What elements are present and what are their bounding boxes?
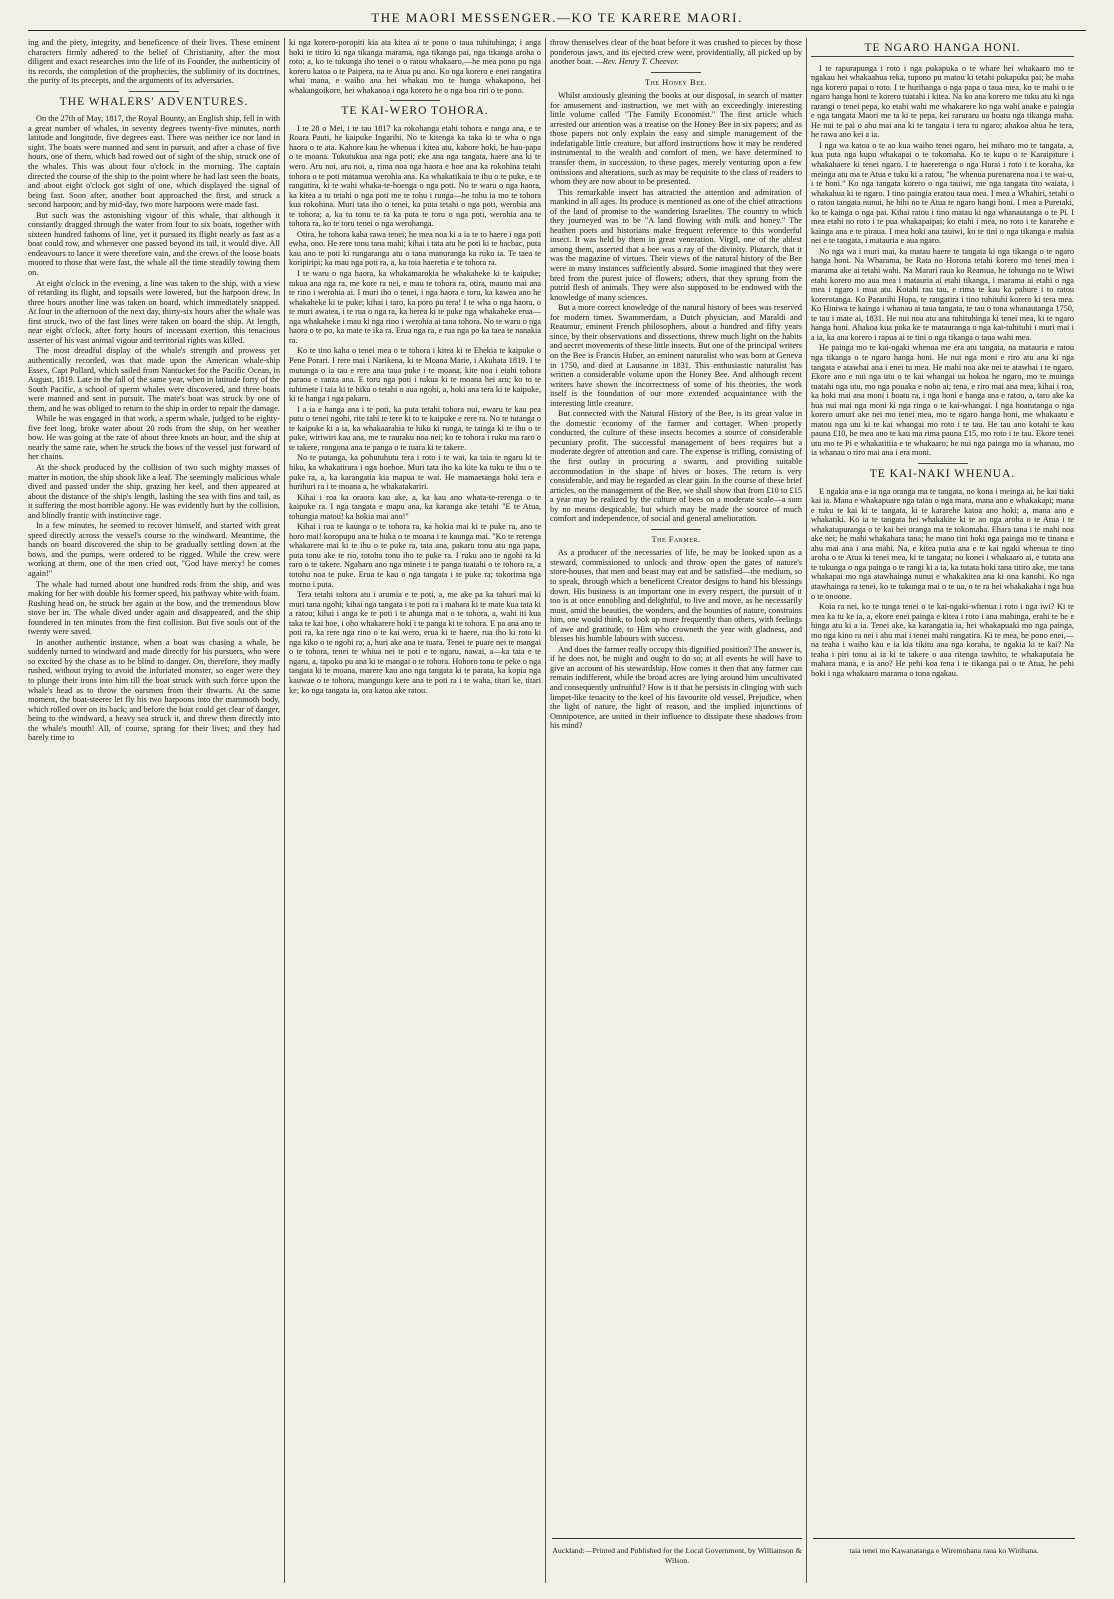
- paragraph: I te waru o nga haora, ka whakamarokia he whakaheke ki te kaipuke; tukua ana nga ra, me kore ra nei, e mau te tohora ra, otira, maunu mai ana te rino i werohia ai. I muri iho o tenei, i nga haora e toru, ka kawea ano he whakaheke ki te puke; kihai i taro, ka poro pu tera! I te wha o nga haora, o te muri awatea, i te rua o nga ra, ka herea ki te puke nga whakaheke erua—nga whakaheke i mau ki nga rino i werohia ai tana tohora. No te waru o nga haora o te po, ka mate te ika ra. Erua nga ra, e rua nga po ka taea te nanakia ra.: [289, 269, 541, 345]
- heading-the-farmer: The Farmer.: [651, 533, 701, 544]
- paragraph: This remarkable insect has attracted the attention and admiration of mankind in all ages. Its produce is mentioned as one of the chief attractions of the land of promise to the wandering Israelites. The country to which they journeyed was to be "A land flowing with milk and honey." The heathen poets and historians make frequent reference to this wonderful insect. It was held by them in great veneration. Virgil, one of the ablest among them, asserted that a bee was a ray of the divinity. Plutarch, that it was the magazine of virtues. Their views of the natural history of the Bee were in many instances sufficiently absurd. Some imagined that they were bred from the purest juice of flowers; others, that they sprung from the putrid flesh of animals. They were also supposed to be endowed with the knowledge of many sciences.: [550, 187, 802, 302]
- paragraph: The most dreadful display of the whale's strength and prowess yet authentically recorded, was that made upon the American whale-ship Essex, Capt Pollard, which sailed from Nantucket for the Pacific Ocean, in August, 1819. Late in the fall of the same year, when in latitude forty of the South Pacific, a school of sperm whales were discovered, and three boats were manned and sent in pursuit. The mate's boat was struck by one of them, and he was obliged to return to the ship in order to repair the damage.: [28, 346, 280, 413]
- paragraph: At the shock produced by the collision of two such mighty masses of matter in motion, the ship shook like a leaf. The seemingly malicious whale dived and passed under the ship, grazing her keel, and then appeared at about the distance of the ship's length, lashing the sea with fins and tail, as it suffering the most horrible agony. He was evidently hurt by the collision, and blindly frantic with instinctive rage.: [28, 462, 280, 520]
- paragraph: On the 27th of May, 1817, the Royal Bounty, an English ship, fell in with a great number of whales, in seventy degrees twenty-five minutes, north latitude and longitude, five degrees east. There was neither ice nor land in sight. The boats were manned and sent in pursuit, and after a chase of five hours, one of them, which had rowed out of sight of the ship, struck one of the whales. This was about four o'clock in the morning. The captain directed the course of the ship to the point where he had last seen the boats, and about eight o'clock got sight of one, which displayed the signal of being fast. Soon after, another boat approached the first, and struck a second harpoon; and by mid-day, two more harpoons were made fast.: [28, 114, 280, 210]
- paragraph: Whilst anxiously gleaning the books at our disposal, in search of matter for amusement and instruction, we met with an exceedingly interesting little volume called "The Family Economist." The first article which arrested our attention was a treatise on the Honey Bee in six papers; and as those papers not only explain the easy and simple management of the indefatigable little creature, but afford instructions how it may be rendered instrumental to the wealth and comfort of men, we have determined to transfer them, in succession, to these pages, merely venturing upon a few omissions and alterations, such as may be requisite to the class of readers to whom they are now about to be presented.: [550, 91, 802, 187]
- separator: [390, 100, 440, 101]
- imprint-english: Auckland:—Printed and Published for the Local Government, by Williamson & Wilson.: [552, 1546, 802, 1565]
- imprint-maori: taia tenei mo Kawanatanga e Wiremuhana raua ko Wirihana.: [849, 1546, 1039, 1555]
- paragraph: While he was engaged in that work, a sperm whale, judged to be eighty-five feet long, broke water about 20 rods from the ship, on her weather bow. He was going at the rate of about three knots an hour, and the ship at nearly the same rate, when he struck the bows of the vessel just forward of her chains.: [28, 414, 280, 462]
- paragraph: I nga wa katoa o te ao kua waiho tenei ngaro, hei miharo mo te tangata, a, kua puta nga kupu whakapai o te tokomaha. Ko te kupu o te Karaipiture i whakahaere ki tenei ngaro. I te haererenga o nga Hurai i roto i te koraha, ka meinga atu ma te Atua e tuku ki a ratou, "he whenua purenarena noa i te wai-u, i te honi." Ko nga tangata korero o nga tauiwi, me nga tangata tito waiata, i whakahua ki te ngaro. I tino paingia eratou taua mea. I mea a Whahiri, tetahi o o ratou tangata nunui, he hihi no te Atua te ngaro hangi honi. I mea a Puretaki, ko te kainga o nga pai. Kihai ratou i tino matau ki nga whanautanga o te Pi. I mea etahi no roto i te pua whakapaipai; ko etahi i mea, no roto i te kararehe e kainga ana e te piraua. I mea hoki ana tauiwi, ko te tini o nga tikanga e mahia nei e te tangata, i matauria e aua ngaro.: [811, 140, 1074, 246]
- paragraph: No te putanga, ka pohutuhutu tera i roto i te wai, ka taia te ngaru ki te hiku, ka whakatirara i nga hoehoe. Muri tata iho ka kite ka tuku te ihu o te puke ra, a, ka karangatia kia mapua te wai. He mamaetanga hoki tera e hurihuri ra i te moana a, he whakatakariri.: [289, 453, 541, 492]
- paragraph: Koia ra nei, ko te tunga tenei o te kai-ngaki-whenua i roto i nga iwi? Ki te mea ka tu ke ia, a, ekore enei painga e kitea i roto i ana mahinga, erahi te he e hinga atu ki a ia. Tenei ake, ka karangatia ia, hei whakapuaki mo nga painga, mo nga kino ra nei i ahu mai i tenei mahi rangatira. Ki te mea, he pono enei,—na teaha i waiho kau e ia kia tikitu ana nga koraha, te ngakia ki te kai? Na teaha i piri tonu ai ia ki te takere o aua ritenga tawhito, te whakaputaia he mahara mana, e ia ano? He pehi koa tena i te tikanga pai o te Atua, he pehi hoki i nga whakaaro marama o tona ngakau.: [811, 602, 1074, 678]
- column-4-maori: [811, 38, 1074, 1526]
- column-2-maori: [289, 38, 541, 1590]
- paragraph: But a more correct knowledge of the natural history of bees was reserved for modern times. Swammerdam, a Dutch physician, and Maraldi and Reaumur, eminent French philosophers, about a hundred and fifty years since, by their observations and dissections, threw much light on the habits and secret movements of these little insects. But one of the principal writers on the Bee is Francis Huber, an eminent naturalist who was born at Geneva in 1750, and died at Lausanne in 1831. This enthusiastic naturalist has written a considerable volume upon the Honey Bee. And although recent writers have shown the incorrectness of some of his theories, the work itself is the foundation of our more extended acquaintance with the interesting little creature.: [550, 303, 802, 408]
- separator: [918, 463, 968, 464]
- column-1-english: [28, 38, 280, 1590]
- separator: [129, 91, 179, 92]
- masthead-rule: [28, 30, 1086, 31]
- col2-intro: ki nga korero-poropiti kia ata kitea ai te pono o taua tuhituhinga; i anga hoki te titiro ki nga tikanga marama, nga tikanga pai, nga tikanga aroha o roto; a, ko te tukunga iho tenei o o ratou whakaaro,—he mea pono pu nga korero katoa o te Paipera, na te Atua pu ano. Ko nga korero e enei rangatira whai mana, e waiho ana hei whakau mo te hunga whakapono, hei whakangoikore, hei whakanoa i nga korero he o nga hoa riri o te pono.: [289, 38, 541, 95]
- paragraph: I te 28 o Mei, i te tau 1817 ka rokohanga etahi tohora e ranga ana, e te Roara Pauti, he kaipuke Ingarihi. No te kitenga ka taka ki te wha o nga haora o te ata. Kahore kau he whenua i kitea atu, kahore hoki, he hau-papa o te moana. Tukutukua ana nga poti; eke ana nga tangata, haere ana ki te wero. Aru noi, aru noi, a, rima noa nga haora e hoe ana ka rokohina tetahi tohora o te poti matamua werohia ana. Ka whakatikaia te ihu o te puke, e te rangatira, ki te wahi whaka-te-hoenga o nga poti. No te waru o nga haora, ka kitea a tu tetahi o nga poti me te tohu i runga—he tohu ia mo te tohora kua rokohina. Muri tata iho o tenei, ka puta tetahi o nga poti, werohia ana te tohora; a, ka tu tonu te ra ka puta te toru o nga poti, werohia ana te tohora ra, ko te toru tenei o nga werohanga.: [289, 123, 541, 229]
- paragraph: No nga wa i muri mai, ka matau haere te tangata ki nga tikanga o te ngaro hanga honi. Na Wharama, he Rata no Horona tetahi korero mo tenei mea i marama ake ai tetahi wahi. Na Marari raua ko Reamua, he tohunga no te Wiwi etahi korero mo aua mea i matauria ai etahi tikanga, i marama ai etahi o nga mea i ngaro i mua atu. Kotahi rau tau, e rima te kau ka pahure i to ratou korerotanga. Ko Paranihi Hupa, te rangatira i tino tuhituhi korero ki tera mea. Ko Hiniwa te kainga i whanau ai taua tangata, te tau o tona whanautanga 1750, te tau i mate ai, 1831. He nui noa atu ana tuhituhinga ki tenei mea, ki te ngaro hanga honi. Ahakoa kua poka ke te matauranga o nga kai-tuhituhi i muri mai i a ia, ka ana korero i rapua ai te tini o nga tikanga o taua wahi mea.: [811, 246, 1074, 342]
- paragraph: As a producer of the necessaries of life, he may be looked upon as a steward, commissioned to unlock and throw open the gates of nature's store-houses, that men and beast may eat and be satisfied—the medium, so to speak, through which a beneficent Creator designs to hand his blessings down. His business is an important one in every respect, the pursuit of it too is at once ennobling and delightful, to live and move, as he necessarily must, amid the beauties, the wonders, and the bounties of nature, constrains him, one would think, to look up more frequently than others, with feelings of awe and gratitude, to Him who crowneth the year with gladness, and blesses his humble labours with success.: [550, 548, 802, 644]
- heading-te-kai-naki-whenua: TE KAI-NAKI WHENUA.: [869, 467, 1016, 480]
- column-rule: [545, 38, 546, 1583]
- paragraph: He painga mo te kai-ngaki whenua me era atu tangata, na matauria e ratou nga tikanga o te ngaro hanga honi. He nui nga moni e riro atu ana ki nga tangata e atawhai ana i enei tu mea. He mahi noa ake nei te atawhai i te ngaro. Ekore ano e nui nga utu o te kai whangai ua hokoa he ngaro, mo te muinga tuatahi nga utu, mo nga pouaka e noho ai; tena, e riro mai ana mea, kihai i roa, ka hoki mai ana moni i hoatu ra, i nga honi e hanga ana e ratou, a, taro ake ka hua nui mai nga moni ki nga ringa o te kai-whangai. I nga hoatutanga o nga korero amuri ake nei mo tenei mea, mo te ngaro hanga honi, me whakaatu e matou nga utu ki te kai whangai mo roto i te tau. He tau ano kotahi te kau pauna £10, he mea ano te kau ma rima pauna £15, mo roto i te tau. Ekore tenei utu mo te Pi e whakatitiia e te whakaaro; he nui nga painga mo ia whanau, mo ia whanau o riro mai ana i era moni.: [811, 343, 1074, 458]
- col1-intro: ing and the piety, integrity, and beneficence of their lives. These eminent characters firmly adhered to the belief of Christianity, after the most diligent and exact researches into the life of its Founder, the authenticity of its records, the completion of the prophecies, the sublimity of its doctrines, the purity of its precepts, and the arguments of its adversaries.: [28, 38, 280, 86]
- paragraph: I a ia e hanga ana i te poti, ka puta tetahi tohora nui, ewaru te kau pea putu o tenei ngohi, rite tahi te tere ki to te kaipuke e rere ra. No te tutanga o te kaipuke ki a ia, ka whakaarahia te hiku ki runga, te tainga ki te ihu o te puke, wiriwiri kau ana, me te rauraku noa nei; ko te tohora i ruku ma raro o te takere, rongona ana te panga o te tuara ki te takere.: [289, 404, 541, 452]
- paragraph: Kihai i roa te kaunga o te tohora ra, ka hokia mai ki te puke ra, ano te horo mai! koropupu ana te huka o te moana i te kaunga mai. "Ko te rerenga whakarere mai ki te ihu o te puke ra, taia ana, pakaru tonu atu nga papa, puta tonu ake te rio, totohu tonu iho te puke ra. I ruku ano te ngohi ra ki raro o te takere. Ngaharu ano nga minete i te panga tuatahi o te tohora ra, a totohu noa te puke. Erua te kau o nga tangata i te puke ra; tokorima nga morno i puta.: [289, 522, 541, 589]
- col3-intro: [550, 38, 802, 67]
- heading-honey-bee: The Honey Bee.: [644, 76, 708, 87]
- paragraph: But such was the astonishing vigour of this whale, that although it constantly dragged through the water from four to six boats, together with sixteen hundred fathoms of line, yet it pursued its flight nearly as fast as a boat could row, and whenever one passed beyond its tail, it would dive. All endeavours to lance it were therefore vain, and the crews of the loose boats moored to those that were fast, the whale all the time steadily towing them on.: [28, 210, 280, 278]
- column-rule: [806, 38, 807, 1583]
- footer-rule: [552, 1538, 802, 1539]
- paragraph: Ko te tino kaha o tenei mea o te tohora i kitea ki te Ehekia te kaipuke o Pene Porari. I rere mai i Narikena, ki te Moana Marie, i Akuhata 1819. I te mutunga o ia tau e rere ana taua puke i te moana, kite noa i etahi tohora paraoa e ranza ana. E toru nga poti i tukua ki te moana hei aru; ko to te tuhimete i taia ki te hiku o tetahi o aua ngohi, a, hoki ana tera ki te kaipuke, ki te hanga i nga pakaru.: [289, 346, 541, 404]
- heading-te-ngaro-hanga-honi: TE NGARO HANGA HONI.: [811, 44, 1074, 57]
- column-3-english: [550, 38, 802, 1526]
- paragraph: Otira, he tohora kaha rawa tenei; he mea noa ki a ia te to haere i nga poti ewha, ono. He rere tonu tana mahi; kihai i tata atu he poti ki te hacbac, puta kau ano te poti ki rungaranga atu o tana manuranga ka ruku ia. Te taea te koripiripi; ka mau nga poti ra, a, ka toia haeretia e te tohora ra.: [289, 229, 541, 268]
- separator: [651, 72, 701, 73]
- column-rule: [284, 38, 285, 1583]
- paragraph: But connected with the Natural History of the Bee, is its great value in the domestic economy of the farmer and cottager. When properly conducted, the culture of these insects becomes a source of considerable pecuniary profit. The successful management of bees requires but a moderate degree of attention and care. The expense is trifling, consisting of the first outlay in procuring a swarm, and providing suitable accommodation in the shape of hives or boxes. The return is very considerable, and may be regarded as clear gain. In the course of these brief articles, on the management of the Bee, we shall show that from £10 to £15 a year may be realized by the culture of bees on a moderate scale—a sum by no means despicable, but which may be made the source of much comfort and independence, of social and general amelioration.: [550, 409, 802, 524]
- col3-intro-text: throw themselves clear of the boat before it was crushed to pieces by those ponderous jaws, and its ejected crew were, providentially, all picked up by another boat.: [550, 38, 802, 67]
- paragraph: In a few minutes, he seemed to recover himself, and started with great speed directly across the vessel's course to the windward. Meantime, the hands on board discovered the ship to be gradually settling down at the bows, and the pumps, were ordered to be rigged. While the crew were working at them, one of the men cried out, "God have mercy! he comes again!": [28, 521, 280, 578]
- masthead: THE MAORI MESSENGER.—KO TE KARERE MAORI.: [371, 10, 743, 25]
- paragraph: E ngakia ana e ia nga oranga ma te tangata, no kona i meinga ai, he kai tiaki kai ia. Mana e whakapuare nga tatau o nga mara, mana ano e whakakapi; mana e tuku te kai ki te tangata, ki te kararehe katoa ano hoki; a, mana ano e whakatiki. Ko ia te tangata hei whakakite ki te ao nga aroha o te Atua i te whakatupuranga o te kai hei oranga ma te tokomaha. Ehara tana i te mahi noa ake nei; he mahi whakahara tana; he mano tini hoki nga painga mo te tinana e ahu mai ana i ana mahi. Na, e kitea putia ana e te kai ngaki whenua te tino aroha o te Atua ki tenei mea, ki te tangata; no konei i whakaaro ai, e tutata ana te tukunga o nga painga o te rangi ki a ia, ka tutata hoki tana titiro ake, me tana whakapai mo nga atawhainga nunui e whakakitea ana ki ona kanohi. Ko nga atawhainga ra tenei, ko te tukunga mai o te ua, o te ra hei whakakaha i nga hua o te onoone.: [811, 486, 1074, 601]
- paragraph: Kihai i roa ka oraora kau ake, a, ka kau ano whata-te-rerenga o te kaipuke ra. I nga tangata e mapu ana, ka karanga ake tetahi "E te Atua, tohungia matou! ka hokia mai ano!": [289, 492, 541, 521]
- paragraph: The whale had turned about one hundred rods from the ship, and was making for her with double his former speed, his pathway white with foam. Rushing head on, he struck her again at the bow, and the tremendous blow stove her in. The whale dived under again and disappeared, and the ship foundered in ten minutes from the first collision. But five souls out of the twenty were saved.: [28, 579, 280, 637]
- col3-intro-cite: —Rev. Henry T. Cheever.: [595, 57, 679, 67]
- paragraph: I te rapurapunga i roto i nga pukapuka o te whare hei whakaaro mo te ngakau hei whakaahua reka, tupono pu matou ki tetahi pukapuka pai; he maha nga korero papai o roto. I te hurihanga o nga papa o taua mea, ko te mahi o te ngaro hanga honi te korero tuatahi i kitea. Na ko ana korero me tuku atu ki nga rarangi o tenei pepa, ko etahi wahi me whakarere ko nga wahi anake e paingia e nga tangata Maori me ta ki te pepa, kei raruraru ua hoatu nga tikanga maha. He nui te pai o ahu mai ana ki te tangata i tera tu ngaro; ahakoa ahua he tera, he rawa ano kei a ia.: [811, 63, 1074, 140]
- separator: [651, 529, 701, 530]
- footer-rule: [813, 1538, 1075, 1539]
- paragraph: Tera tetahi tohora atu i arumia e te poti, a, me ake pa ka tahuri mai ki muri tana ngohi; kihai nga tangata i te poti ra i mahara ki te mate kua tata ki a ratou; kihai i anga ke te poti i te ahunga mai o te tohora, a, wahi iti kua taka te kai hoe, i oho whakarere hoki i te panga ki te tohora. E pa ana ano te poti ra, ka rere nga rino o te kai wero, erua ki te haere, rua iho ki roto ki nga kiko o te ngohi ra; a, huri ake ana te tuara. Tenei te puare nei te mangai o te tohora, tenei te whiua nei te poti e te ngaru, nawai, a—ka taia e te ngaru, a, tapoko pu ana ki te mangai o te tohora. Hohoro tonu te peke o nga tangata ki te moana, marere kau ano nga tangata ki te parata, ka kopia nga kauwae o te tohora, mangungu kere ana te poti ra i te waha, titari ke, titari ke; ko nga tangata ia, ora katoa ake ratou.: [289, 590, 541, 695]
- paragraph: In another authentic instance, when a boat was chasing a whale, he suddenly turned to windward and made directly for his pursuers, who were so excited by the chase as to be blind to danger. On, therefore, they madly rushed, without trying to avoid the infuriated monster, so eager were they to plunge their irons into him till the boat struck with such force upon the whale's head as to throw the oarsmen from their thwarts. At the same moment, the boat-steerer let fly his two harpoons into the mammoth body, which rolled over on its back; and before the boat could get clear of danger, being to the windward, a heavy sea struck it, and threw them directly into the whale's mouth! All, of course, sprang for their lives; and they had barely time to: [28, 637, 280, 743]
- paragraph: And does the farmer really occupy this dignified position? The answer is, if he does not, he might and ought to do so; at all events he will have to give an account of his stewardship. How comes it then that any farmer can remain indifferent, while the broad acres are lying around him uncultivated and consequently unfruitful? How is it that he persists in clinging with such limpet-like tenacity to the keel of his favourite old vessel, Prejudice, when the light of nature, the light of reason, and the implied injunctions of Omnipotence, are united in their influence to dissipate these shadows from his mind?: [550, 644, 802, 731]
- heading-te-kai-wero-tohora: TE KAI-WERO TOHORA.: [341, 105, 489, 118]
- paragraph: At eight o'clock in the evening, a line was taken to the ship, with a view of retarding its flight, and topsails were lowered, but the harpoon drew. In three hours another line was taken on board, which immediately snapped. At four in the afternoon of the next day, thirty-six hours after the whale was first struck, two of the fast lines were taken on board the ship. At length, near eight o'clock, after forty hours of incessant exertion, this tenacious asserter of his vast animal vigour and territorial rights was killed.: [28, 278, 280, 345]
- heading-whalers-adventures: THE WHALERS' ADVENTURES.: [59, 95, 249, 108]
